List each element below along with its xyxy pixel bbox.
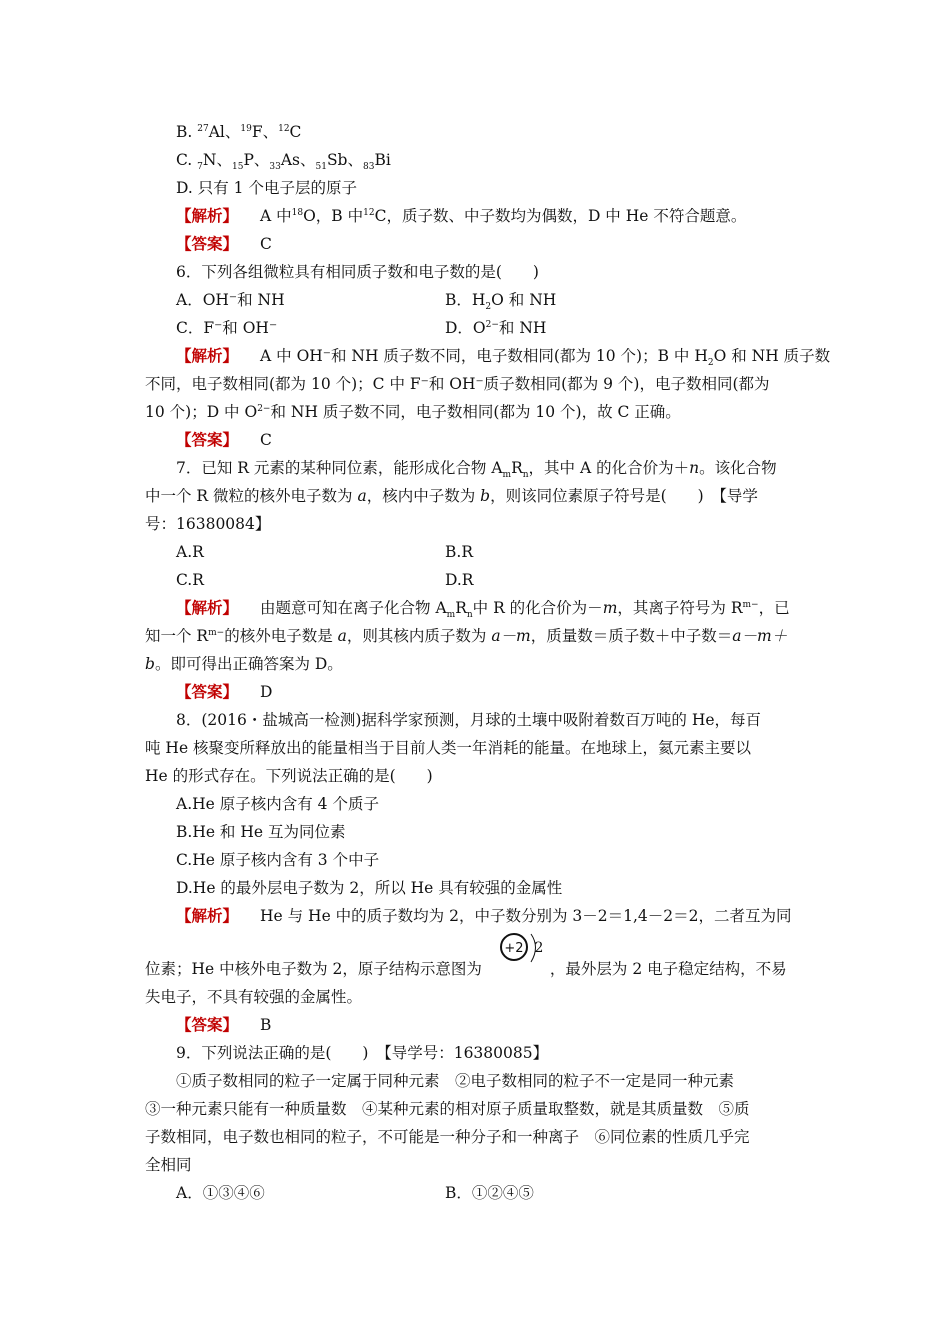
q9-option-a: A．①③④⑥ <box>176 1184 265 1202</box>
q7-stem-line1: 7．已知 R 元素的某种同位素，能形成化合物 $A_mR_n$，其中 A 的化合价为＋n。该化合物 <box>176 459 777 481</box>
q8-answer: 【答案】 B <box>176 1015 272 1034</box>
q9-option-b: B．①②④⑤ <box>445 1184 534 1202</box>
q8-analysis-line3: 失电子，不具有较强的金属性。 <box>145 988 363 1006</box>
q7-stem-line2: 中一个 R 微粒的核外电子数为 a，核内中子数为 b，则该同位素原子符号是( ) 【导学 <box>145 487 758 505</box>
analysis-tag: 【解析】 <box>176 598 239 617</box>
q8-option-c: C.He 原子核内含有 3 个中子 <box>176 851 380 869</box>
q5-option-c: C. $_7$N、$_{15}$P、$_{33}$As、$_{51}$Sb、$_{83}$Bi <box>176 151 391 173</box>
q6-option-a: A．OH⁻和 NH <box>176 291 285 309</box>
q6-stem: 6．下列各组微粒具有相同质子数和电子数的是( ) <box>176 263 539 281</box>
q7-answer: 【答案】 D <box>176 682 273 701</box>
q6-option-c: C．F⁻和 OH⁻ <box>176 319 278 337</box>
answer-tag: 【答案】 <box>176 234 239 253</box>
q7-option-d: D.R <box>445 571 474 589</box>
atom-nucleus-label: +2 <box>504 941 524 956</box>
q9-stem: 9．下列说法正确的是( ) 【导学号：16380085】 <box>176 1044 549 1062</box>
q8-option-d: D.He 的最外层电子数为 2，所以 He 具有较强的金属性 <box>176 879 563 897</box>
q7-stem-line3: 号：16380084】 <box>145 515 271 533</box>
q8-option-b: B.He 和 He 互为同位素 <box>176 823 346 841</box>
q6-analysis-line2: 不同，电子数相同(都为 10 个)；C 中 F⁻和 OH⁻质子数相同(都为 9 个)，电子数相同(都为 <box>145 375 770 393</box>
q5-option-b: B. $^{27}$Al、$^{19}$F、$^{12}$C <box>176 123 302 141</box>
q9-statement-line3: 子数相同，电子数也相同的粒子，不可能是一种分子和一种离子 ⑥同位素的性质几乎完 <box>145 1128 750 1146</box>
q6-analysis-line1: 【解析】 A 中 OH⁻和 NH 质子数不同，电子数相同(都为 10 个)；B 中 $H_2O$ 和 NH 质子数 <box>176 346 831 369</box>
analysis-tag: 【解析】 <box>176 346 239 365</box>
q5-analysis: 【解析】 A 中$^{18}$O，B 中$^{12}$C，质子数、中子数均为偶数，D 中 He 不符合题意。 <box>176 206 747 225</box>
q8-analysis-line1: 【解析】 He 与 He 中的质子数均为 2，中子数分别为 3－2＝1,4－2＝2，二者互为同 <box>176 906 792 925</box>
q6-answer: 【答案】 C <box>176 430 272 449</box>
q8-analysis-line2: 位素；He 中核外电子数为 2，原子结构示意图为 ，最外层为 2 电子稳定结构，不易 <box>145 960 787 978</box>
analysis-tag: 【解析】 <box>176 206 239 225</box>
q7-analysis-line3: b。即可得出正确答案为 D。 <box>145 655 343 673</box>
q7-option-c: C.R <box>176 571 204 589</box>
q8-stem-line3: He 的形式存在。下列说法正确的是( ) <box>145 767 433 785</box>
q7-analysis-line2: 知一个 $R^{m-}$的核外电子数是 a，则其核内质子数为 a－m，质量数＝质子数＋中子数＝a－m＋ <box>145 627 788 645</box>
answer-tag: 【答案】 <box>176 1015 239 1034</box>
q7-option-a: A.R <box>176 543 204 561</box>
q8-stem-line2: 吨 He 核聚变所释放出的能量相当于目前人类一年消耗的能量。在地球上，氦元素主要以 <box>145 739 752 757</box>
q5-answer: 【答案】 C <box>176 234 272 253</box>
q9-statement-line4: 全相同 <box>145 1156 192 1174</box>
atom-shell-electron-count: 2 <box>534 940 544 956</box>
q8-stem-line1: 8．(2016・盐城高一检测)据科学家预测，月球的土壤中吸附着数百万吨的 He，每百 <box>176 711 762 729</box>
q5-option-d: D. 只有 1 个电子层的原子 <box>176 179 357 197</box>
q6-option-b: B．$H_2O$ 和 NH <box>445 291 557 313</box>
q6-analysis-line3: 10 个)；D 中 $O^{2-}$和 NH 质子数不同，电子数相同(都为 10 个)，故 C 正确。 <box>145 403 681 421</box>
q9-statement-line2: ③一种元素只能有一种质量数 ④某种元素的相对原子质量取整数，就是其质量数 ⑤质 <box>145 1100 750 1118</box>
analysis-tag: 【解析】 <box>176 906 239 925</box>
q7-option-b: B.R <box>445 543 473 561</box>
q8-option-a: A.He 原子核内含有 4 个质子 <box>176 795 379 813</box>
answer-tag: 【答案】 <box>176 430 239 449</box>
q7-analysis-line1: 【解析】 由题意可知在离子化合物 $A_mR_n$中 R 的化合价为－m，其离子符号为 $R^{m-}$，已 <box>176 598 790 621</box>
q9-statement-line1: ①质子数相同的粒子一定属于同种元素 ②电子数相同的粒子不一定是同一种元素 <box>176 1072 735 1090</box>
answer-tag: 【答案】 <box>176 682 239 701</box>
q6-option-d: D．$O^{2-}$和 NH <box>445 319 547 337</box>
